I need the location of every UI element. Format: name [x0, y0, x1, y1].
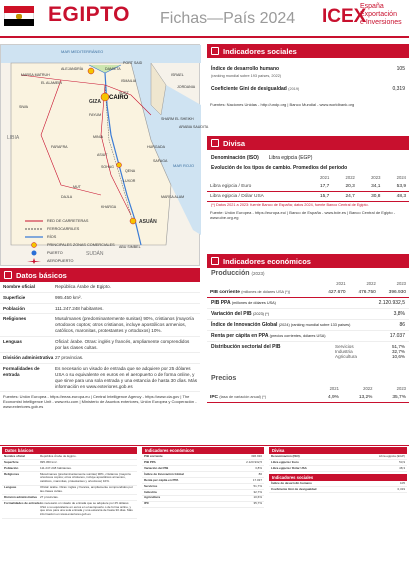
- info-icon: [4, 271, 12, 279]
- section-header: Indicadores económicos: [207, 254, 409, 268]
- egypt-flag-icon: [4, 6, 34, 26]
- map-label-country: ARABIA SAUDITA: [179, 125, 209, 129]
- datos-basicos-section: [0, 268, 200, 411]
- map-label-city: ISMAILIA: [121, 79, 137, 83]
- map-label-city: DAMIETA: [105, 67, 121, 71]
- datos-row: Superficie 995.450 km².: [0, 293, 200, 304]
- economic-indicator-row: Variación del PIB (2023) (*) 3,8%: [207, 309, 409, 320]
- preview-indicadores-economicos: Indicadores económicos PIB corriente 396.930 PIB PPA 2.120.932,5 Variación del PIB 3,8% Índice de Innovación Global 86 Renta per cápita en PPA 17.037 Servicios 51,7% Industria 32,7% Agricultura 10,6% IPC 35,7%: [142, 447, 264, 508]
- legend-item: PUERTO: [25, 249, 115, 257]
- divisa-section: [207, 136, 409, 222]
- map-label-sea: MAR MEDITERRÁNEO: [61, 49, 104, 54]
- currency-icon: [211, 139, 219, 147]
- road-line-icon: [25, 218, 43, 224]
- map-legend: [25, 217, 115, 265]
- datos-row: Nombre oficial República Árabe de Egipto.: [0, 282, 200, 293]
- distribucion-sectorial: Distribución sectorial del PIB Servicios 51,7% Industria 32,7% Agricultura 10,6%: [211, 344, 405, 359]
- map-label-capital: CAIRO: [109, 95, 129, 101]
- header-divider: [0, 36, 409, 38]
- sector-row: Agricultura 10,6%: [335, 354, 405, 359]
- map-label-city: LUXOR: [123, 179, 136, 183]
- indicadores-sociales-section: [207, 44, 409, 109]
- river-line-icon: [25, 234, 43, 240]
- social-indicator-row: Coeficiente Gini de desigualdad (2019) 0,319: [211, 86, 405, 92]
- divisa-sources: Fuente: Unión Europea - https://europa.eu/ | Banco de España - www.bde.es | Banco Central de Egipto - www.cbe.org.eg: [210, 210, 396, 220]
- precios-title: Precios: [211, 375, 237, 382]
- legend-item: RÍOS: [25, 233, 115, 241]
- country-map: [0, 44, 209, 266]
- economic-indicator-row: Renta per cápita en PPA (precios corrientes, dólares USA) 17.037: [207, 331, 409, 342]
- map-label-city: SUEZ: [119, 91, 129, 95]
- map-label-city: DAJLA: [61, 195, 73, 199]
- map-label-country: LIBIA: [7, 135, 20, 141]
- map-label-city: SOHAG: [101, 165, 114, 169]
- map-label-city: ASIUT: [97, 153, 108, 157]
- datos-sources: Fuentes: Unión Europea - https://eeas.europa.eu | Central Intelligence Agency - https://www.cia.gov | The Economist Intelligence Unit - www.eiu.com | Ministerio de Asuntos exteriores, Unión Europea y Cooperación - www.exteriores.gob.es: [3, 394, 197, 410]
- map-label-country: ISRAEL: [171, 73, 184, 77]
- map-label-city: EL ALAMEIN: [41, 81, 62, 85]
- svg-text:ICEX: ICEX: [322, 6, 367, 27]
- map-label-city: HURGADA: [147, 145, 165, 149]
- economic-indicator-row: Índice de Innovación Global (2024) (ranking mundial sobre 133 países) 86: [207, 320, 409, 331]
- sector-row: Industria 32,7%: [335, 349, 405, 354]
- divisa-evolucion-label: Evolución de los tipos de cambio. Promedios del período: [211, 165, 348, 171]
- social-sources: Fuentes: Naciones Unidas - http://undp.org | Banco Mundial - www.worldbank.org: [210, 102, 355, 107]
- datos-row: Formalidades de entrada Es necesario un visado de entrada que se adquiere por 25 dólares USA o su equivalente en euros en el aeropuerto o de forma online, y que sirve para una sola entrada y una estancia de hasta 30 días. Más información en www.exteriores.gob.es: [0, 364, 200, 392]
- airport-icon: [25, 258, 43, 264]
- map-label-country: JORDANIA: [177, 85, 196, 89]
- map-label-sea: MAR ROJO: [173, 163, 195, 168]
- map-label-city: QENA: [125, 169, 136, 173]
- map-label-city: KHARGA: [101, 205, 117, 209]
- print-preview-strip: [0, 445, 409, 563]
- exchange-rate-table: 2021 2022 2023 2024 Libra egipcia / Euro 17,7 20,3 34,1 53,9 Libra egipcia / Dólar USA 15,7 24,7 30,8 48,3: [207, 173, 409, 202]
- preview-datos-basicos: Datos básicos Nombre oficial República Árabe de Egipto. Superficie 995.450 km². Población 111.247.248 habitantes. Religiones Musulmanes (predominantemente sunitas) 90%, cristianos (mayoría ortodoxos coptos; otros cristianos, incluye apostólicos armenios, católicos, maronitas, protestantes y ortodoxos) 10%. Lenguas Oficial: árabe. Otras: inglés y francés, ampliamente comprendidos por las clases cultas. División administrativa 27 provincias. Formalidades de entrada Es necesario un visado de entrada que se adquiere por 25 dólares USA o su equivalente en euros en el aeropuerto o de forma online, y que sirve para una sola entrada y una estancia de hasta 30 días. Más información en www.exteriores.gob.es: [2, 447, 137, 519]
- divisa-denominacion: Denominación (ISO) Libra egipcia (EGP): [211, 155, 313, 161]
- people-icon: [211, 47, 219, 55]
- section-header: Indicadores sociales: [207, 44, 409, 58]
- map-label-city: SAFAGA: [153, 159, 168, 163]
- table-row: IPC (tasa de variación anual) (*) 4,9% 13,2% 35,7%: [207, 393, 409, 403]
- table-row: Libra egipcia / Euro 17,7 20,3 34,1 53,9: [207, 182, 409, 192]
- chart-icon: [211, 257, 219, 265]
- datos-row: Población 111.247.248 habitantes.: [0, 304, 200, 315]
- series-title: Fichas—País 2024: [160, 10, 296, 27]
- produccion-title: Producción (2023): [211, 270, 265, 277]
- icex-logo-icon: [322, 4, 367, 27]
- map-label-city: MUT: [73, 185, 81, 189]
- social-indicator-row: Índice de desarrollo humano 105: [211, 66, 405, 72]
- map-label-city: ABU SIMBEL: [119, 245, 141, 249]
- rail-line-icon: [25, 226, 43, 232]
- section-header: Datos básicos: [0, 268, 200, 282]
- pib-table: 2021 2022 2023 PIB corriente (millones de dólares USA (*)) 427.670 476.750 396.930: [207, 279, 409, 298]
- map-label-city: GIZA: [89, 99, 101, 105]
- preview-divisa: Divisa Denominación (ISO) Libra egipcia (EGP) Libra egipcia / Euro 53,9 Libra egipcia / Dólar USA 48,3 Indicadores sociales Índice de desarrollo humano 105 Coeficiente Gini de desigualdad 0,319: [269, 447, 407, 493]
- sector-row: Servicios 51,7%: [335, 344, 405, 349]
- map-label-city: FAYUM: [89, 113, 102, 117]
- map-label-city: FARAFRA: [51, 145, 68, 149]
- map-label-city: PORT SAID: [123, 61, 143, 65]
- map-label-city: SHARM EL SHEIKH: [161, 117, 194, 121]
- map-label-city: MINIA: [93, 135, 103, 139]
- page-header: [0, 0, 409, 42]
- legend-item: AEROPUERTO: [25, 257, 115, 265]
- table-row: PIB corriente (millones de dólares USA (*)) 427.670 476.750 396.930: [207, 288, 409, 298]
- commercial-zone-icon: [25, 242, 43, 248]
- datos-row: Lenguas Oficial: árabe. Otras: inglés y francés, ampliamente comprendidos por las clases cultas.: [0, 337, 200, 354]
- country-title: EGIPTO: [48, 3, 130, 26]
- map-label-city: MARSA ALAM: [161, 195, 185, 199]
- table-row: Libra egipcia / Dólar USA 15,7 24,7 30,8 48,3: [207, 192, 409, 202]
- divisa-note: (*) Datos 2021 a 2023: fuente Banco de España; datos 2024, fuente Banco Central de Egipto.: [211, 203, 369, 207]
- indicadores-economicos-section: [207, 254, 409, 403]
- map-label-city: ALEJANDRÍA: [61, 67, 84, 71]
- datos-row: División administrativa 27 provincias.: [0, 353, 200, 364]
- datos-row: Religiones Musulmanes (predominantemente sunitas) 90%, cristianos (mayoría ortodoxos coptos; otros cristianos, incluye apostólicos armenios, católicos, maronitas, protestantes y ortodoxos) 10%.: [0, 314, 200, 336]
- port-icon: [25, 250, 43, 256]
- section-header: Divisa: [207, 136, 409, 150]
- map-label-city: SIWA: [19, 105, 29, 109]
- legend-item: RED DE CARRETERAS: [25, 217, 115, 225]
- legend-item: FERROCARRILES: [25, 225, 115, 233]
- icex-logo-text: España Exportación e Inversiones: [360, 3, 402, 26]
- indicator-note: (ranking mundial sobre 193 países, 2022): [211, 74, 282, 78]
- ipc-table: 2021 2022 2023 IPC (tasa de variación anual) (*) 4,9% 13,2% 35,7%: [207, 384, 409, 403]
- economic-indicator-row: PIB PPA (millones de dólares USA) 2.120.932,5: [207, 298, 409, 309]
- map-label-city: ASUÁN: [139, 219, 157, 225]
- legend-item: PRINCIPALES ZONAS COMERCIALES: [25, 241, 115, 249]
- map-label-country: SUDÁN: [86, 251, 104, 257]
- map-label-city: MARSA MATRUH: [21, 73, 50, 77]
